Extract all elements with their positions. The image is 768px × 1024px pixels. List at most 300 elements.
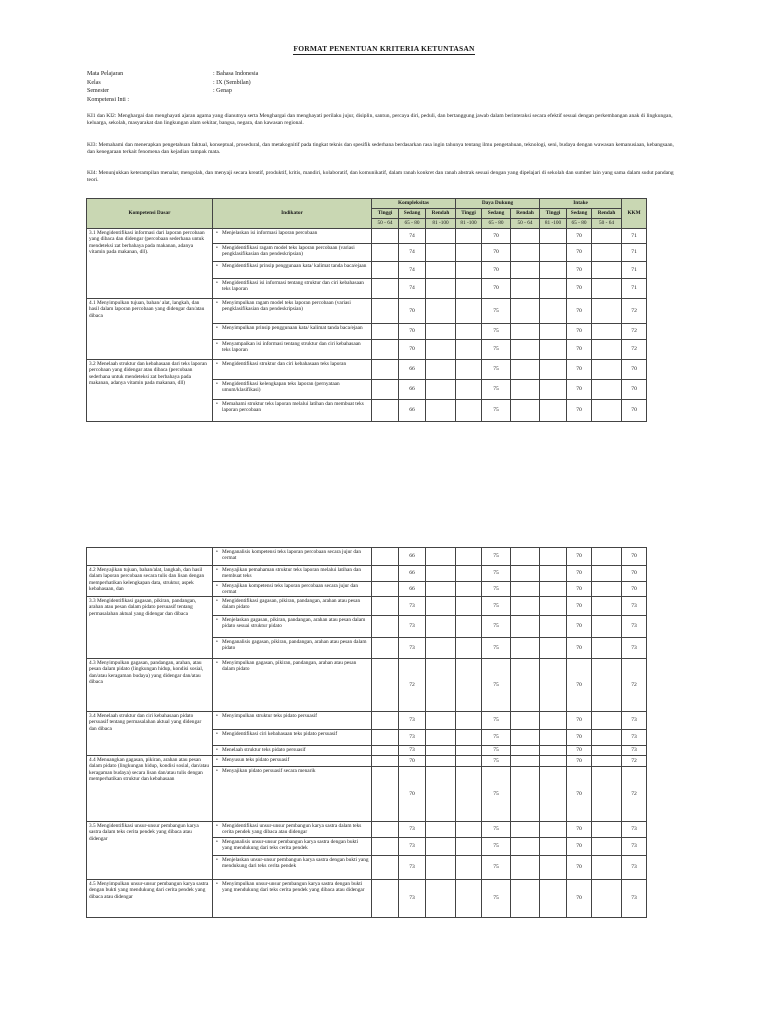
indikator-cell: • Menjelaskan isi informasi laporan percobaan: [213, 229, 372, 244]
intake-sedang: 70: [567, 730, 592, 746]
komp-rendah: [426, 597, 456, 616]
table-row: [87, 548, 647, 566]
kkm-cell: 72: [622, 659, 647, 712]
daya-tinggi: [456, 659, 482, 712]
komp-sedang: 74: [399, 244, 426, 262]
komp-rendah: [426, 822, 456, 838]
komp-tinggi: [372, 730, 399, 746]
daya-tinggi: [456, 767, 482, 822]
header-level: Sedang: [399, 209, 426, 219]
kkm-cell: 73: [622, 638, 647, 659]
daya-sedang: 75: [482, 730, 511, 746]
komp-rendah: [426, 548, 456, 566]
intake-tinggi: [540, 767, 567, 822]
komp-rendah: [426, 880, 456, 918]
daya-tinggi: [456, 746, 482, 756]
intake-rendah: [592, 746, 622, 756]
komp-sedang: 73: [399, 838, 426, 856]
komp-sedang: 70: [399, 299, 426, 324]
intake-rendah: [592, 597, 622, 616]
intake-tinggi: [540, 340, 567, 360]
komp-sedang: 73: [399, 616, 426, 638]
daya-sedang: 75: [482, 566, 511, 582]
kkm-cell: 72: [622, 756, 647, 767]
intake-sedang: 70: [567, 638, 592, 659]
intake-sedang: 70: [567, 340, 592, 360]
intake-rendah: [592, 566, 622, 582]
header-intake: Intake: [540, 199, 622, 209]
komp-rendah: [426, 659, 456, 712]
komp-rendah: [426, 360, 456, 380]
daya-tinggi: [456, 856, 482, 880]
intake-tinggi: [540, 279, 567, 299]
kkm-cell: 73: [622, 856, 647, 880]
daya-rendah: [511, 767, 540, 822]
komp-tinggi: [372, 299, 399, 324]
komp-rendah: [426, 856, 456, 880]
kompetensi-dasar-cell: 3.1 Mengidentifikasi informasi dari laporan percobaan yang dibaca dan didengar (percobaan sederhana untuk mendeteksi zat berbahaya pada makanan, adanya vitamin pada makanan, dll).: [87, 229, 213, 299]
indikator-cell: • Menyusun teks pidato persuasif: [213, 756, 372, 767]
kkm-table-page1: [86, 198, 647, 422]
meta-row: [87, 87, 687, 96]
komp-sedang: 70: [399, 340, 426, 360]
indikator-cell: • Mengidentifikasi ciri kebahasaan teks pidato persuasif: [213, 730, 372, 746]
intake-tinggi: [540, 856, 567, 880]
intake-rendah: [592, 616, 622, 638]
intake-tinggi: [540, 730, 567, 746]
komp-sedang: 73: [399, 856, 426, 880]
daya-tinggi: [456, 616, 482, 638]
indikator-cell: • Mengidentifikasi kelengkapan teks laporan (pernyataan umum/klasifikasi): [213, 380, 372, 400]
kkm-table-page2: [86, 547, 647, 918]
komp-rendah: [426, 400, 456, 422]
intake-sedang: 70: [567, 712, 592, 730]
daya-tinggi: [456, 324, 482, 340]
kkm-cell: 70: [622, 548, 647, 566]
kkm-cell: 70: [622, 400, 647, 422]
intake-tinggi: [540, 400, 567, 422]
daya-tinggi: [456, 838, 482, 856]
intake-tinggi: [540, 597, 567, 616]
daya-tinggi: [456, 279, 482, 299]
komp-tinggi: [372, 324, 399, 340]
komp-tinggi: [372, 400, 399, 422]
indikator-cell: • Menjelaskan gagasan, pikiran, pandangan, arahan atau pesan dalam pidato sesuai struktur pidato: [213, 616, 372, 638]
komp-tinggi: [372, 767, 399, 822]
komp-tinggi: [372, 360, 399, 380]
intake-tinggi: [540, 746, 567, 756]
daya-sedang: 75: [482, 856, 511, 880]
header-range: 65 - 80: [482, 219, 511, 229]
intake-rendah: [592, 730, 622, 746]
intake-sedang: 70: [567, 380, 592, 400]
kompetensi-dasar-cell: 3.2 Menelaah struktur dan kebahasaan dari teks laporan percobaan yang didengar atau dibaca (percobaan sederhana untuk mendeteksi zat berbahaya pada makanan, adanya vitamin pada makanan, dll): [87, 360, 213, 422]
komp-sedang: 66: [399, 380, 426, 400]
intake-sedang: 70: [567, 746, 592, 756]
header-range: 81 -100: [426, 219, 456, 229]
header-range: 81 -100: [540, 219, 567, 229]
komp-sedang: 73: [399, 638, 426, 659]
daya-tinggi: [456, 548, 482, 566]
indikator-cell: • Menganalisis gagasan, pikiran, pandangan, arahan atau pesan dalam pidato: [213, 638, 372, 659]
daya-rendah: [511, 730, 540, 746]
table-row: [87, 360, 647, 380]
intake-rendah: [592, 712, 622, 730]
meta-key: Kelas: [87, 79, 101, 86]
daya-rendah: [511, 582, 540, 597]
daya-tinggi: [456, 360, 482, 380]
indikator-cell: • Mengidentifikasi gagasan, pikiran, pandangan, arahan atau pesan dalam pidato: [213, 597, 372, 616]
daya-sedang: 75: [482, 638, 511, 659]
indikator-cell: • Mengidentifikasi ragam model teks laporan percobaan (variasi pengklasifikasian dan pendeskripsian): [213, 244, 372, 262]
intake-tinggi: [540, 262, 567, 279]
komp-tinggi: [372, 229, 399, 244]
table-row: [87, 756, 647, 767]
meta-key: Kompetensi Inti :: [87, 96, 129, 103]
indikator-cell: • Menyampaikan isi informasi tentang struktur dan ciri kebahasaan teks laporan: [213, 340, 372, 360]
intake-rendah: [592, 822, 622, 838]
daya-tinggi: [456, 299, 482, 324]
komp-tinggi: [372, 582, 399, 597]
header-range: 65 - 80: [567, 219, 592, 229]
kkm-cell: 71: [622, 244, 647, 262]
kkm-cell: 73: [622, 616, 647, 638]
intake-rendah: [592, 838, 622, 856]
komp-tinggi: [372, 756, 399, 767]
intake-rendah: [592, 244, 622, 262]
daya-sedang: 75: [482, 756, 511, 767]
komp-rendah: [426, 616, 456, 638]
kkm-cell: 70: [622, 582, 647, 597]
komp-sedang: 73: [399, 597, 426, 616]
kompetensi-dasar-cell: 3.3 Mengidentifikasi gagasan, pikiran, pandangan, arahan atau pesan dalam pidato persuasif tentang permasalahan aktual yang didengar dan dibaca: [87, 597, 213, 659]
intake-tinggi: [540, 582, 567, 597]
intake-rendah: [592, 262, 622, 279]
meta-row: [87, 79, 687, 88]
header-level: Rendah: [511, 209, 540, 219]
daya-rendah: [511, 712, 540, 730]
daya-tinggi: [456, 597, 482, 616]
komp-sedang: 73: [399, 822, 426, 838]
header-kompleksitas: Kompleksitas: [372, 199, 456, 209]
ki1-ki2-text: KI1 dan KI2: Menghargai dan menghayati ajaran agama yang dianutnya serta Menghargai dan menghayati perilaku jujur, disiplin, santun, percaya diri, peduli, dan bertanggung jawab dalam berinteraksi secara efektif sesuai dengan perkembangan anak di lingkungan, keluarga, sekolah, masyarakat dan lingkungan alam sekitar, bangsa, negara, dan kawasan regional.: [87, 113, 673, 127]
meta-value: : Genap: [213, 88, 232, 95]
komp-rendah: [426, 730, 456, 746]
intake-tinggi: [540, 838, 567, 856]
komp-tinggi: [372, 880, 399, 918]
komp-tinggi: [372, 262, 399, 279]
komp-sedang: 74: [399, 229, 426, 244]
daya-sedang: 75: [482, 880, 511, 918]
meta-key: Mata Pelajaran: [87, 71, 124, 77]
header-range: 81 -100: [456, 219, 482, 229]
daya-rendah: [511, 324, 540, 340]
indikator-cell: • Menganalisis kompetensi teks laporan percobaan secara jujur dan cermat: [213, 548, 372, 566]
kompetensi-dasar-cell: 4.2 Menyajikan tujuan, bahan/alat, langkah, dan hasil dalam laporan percobaan secara tulis dan lisan dengan memperhatikan kelengkapan data, struktur, aspek kebahasaan, dan: [87, 566, 213, 597]
indikator-cell: • Mengidentifikasi isi informasi tentang struktur dan ciri kebahasaan teks laporan: [213, 279, 372, 299]
daya-sedang: 70: [482, 262, 511, 279]
indikator-cell: • Menyimpulkan gagasan, pikiran, pandangan, arahan atau pesan dalam pidato: [213, 659, 372, 712]
intake-sedang: 70: [567, 279, 592, 299]
intake-tinggi: [540, 324, 567, 340]
kompetensi-dasar-cell: 4.3 Menyimpulkan gagasan, pandangan, arahan, atau pesan dalam pidato (lingkungan hidup, kondisi sosial, dan/atau keragaman budaya) yang didengar dan/atau dibaca: [87, 659, 213, 712]
komp-sedang: 66: [399, 582, 426, 597]
intake-sedang: 70: [567, 324, 592, 340]
intake-tinggi: [540, 548, 567, 566]
daya-tinggi: [456, 582, 482, 597]
intake-tinggi: [540, 380, 567, 400]
kkm-cell: 73: [622, 838, 647, 856]
intake-rendah: [592, 400, 622, 422]
komp-tinggi: [372, 638, 399, 659]
komp-rendah: [426, 756, 456, 767]
daya-rendah: [511, 229, 540, 244]
intake-tinggi: [540, 756, 567, 767]
intake-sedang: 70: [567, 838, 592, 856]
intake-tinggi: [540, 638, 567, 659]
daya-tinggi: [456, 712, 482, 730]
daya-rendah: [511, 746, 540, 756]
daya-rendah: [511, 838, 540, 856]
table-row: [87, 299, 647, 324]
komp-tinggi: [372, 659, 399, 712]
header-indikator: Indikator: [213, 199, 372, 229]
kkm-cell: 70: [622, 360, 647, 380]
komp-rendah: [426, 838, 456, 856]
daya-sedang: 75: [482, 400, 511, 422]
intake-rendah: [592, 767, 622, 822]
kkm-cell: 71: [622, 279, 647, 299]
document-meta: [87, 70, 687, 104]
daya-rendah: [511, 244, 540, 262]
komp-rendah: [426, 262, 456, 279]
daya-sedang: 75: [482, 360, 511, 380]
kkm-cell: 73: [622, 712, 647, 730]
komp-tinggi: [372, 340, 399, 360]
daya-rendah: [511, 597, 540, 616]
intake-tinggi: [540, 229, 567, 244]
intake-rendah: [592, 279, 622, 299]
meta-row: [87, 96, 687, 105]
daya-rendah: [511, 380, 540, 400]
table-row: [87, 659, 647, 712]
intake-tinggi: [540, 616, 567, 638]
indikator-cell: • Menjelaskan unsur-unsur pembangun karya sastra dengan bukti yang mendukung dari teks cerita pendek: [213, 856, 372, 880]
daya-rendah: [511, 659, 540, 712]
daya-tinggi: [456, 730, 482, 746]
komp-rendah: [426, 767, 456, 822]
komp-tinggi: [372, 616, 399, 638]
kompetensi-dasar-cell: 4.5 Menyimpulkan unsur-unsur pembangun karya sastra dengan bukti yang mendukung dari cerita pendek yang dibaca atau didengar: [87, 880, 213, 918]
komp-sedang: 74: [399, 262, 426, 279]
indikator-cell: • Menganalisis unsur-unsur pembangun karya sastra dengan bukti yang mendukung dari teks cerita pendek: [213, 838, 372, 856]
intake-rendah: [592, 880, 622, 918]
intake-sedang: 70: [567, 582, 592, 597]
komp-tinggi: [372, 746, 399, 756]
table-row: [87, 229, 647, 244]
daya-rendah: [511, 340, 540, 360]
komp-rendah: [426, 229, 456, 244]
kompetensi-dasar-cell: 3.4 Menelaah struktur dan ciri kebahasaan pidato persuasif tentang permasalahan aktual yang didengar dan dibaca: [87, 712, 213, 756]
daya-rendah: [511, 756, 540, 767]
daya-rendah: [511, 360, 540, 380]
meta-row: [87, 70, 687, 79]
komp-rendah: [426, 340, 456, 360]
daya-sedang: 75: [482, 838, 511, 856]
indikator-cell: • Memahami struktur teks laporan melalui latihan dan membuat teks laporan percobaan: [213, 400, 372, 422]
meta-value: : Bahasa Indonesia: [213, 71, 259, 77]
indikator-cell: • Mengidentifikasi unsur-unsur pembangun karya sastra dalam teks cerita pendek yang dibaca atau didengar: [213, 822, 372, 838]
intake-tinggi: [540, 360, 567, 380]
kkm-cell: 70: [622, 566, 647, 582]
daya-sedang: 75: [482, 597, 511, 616]
komp-sedang: 73: [399, 746, 426, 756]
intake-tinggi: [540, 566, 567, 582]
header-range: 50 - 64: [372, 219, 399, 229]
intake-tinggi: [540, 299, 567, 324]
indikator-cell: • Menyimpulkan ragam model teks laporan percobaan (variasi pengklasifikasian dan pendeskripsian): [213, 299, 372, 324]
daya-sedang: 70: [482, 244, 511, 262]
daya-sedang: 75: [482, 324, 511, 340]
komp-sedang: 70: [399, 324, 426, 340]
komp-sedang: 70: [399, 767, 426, 822]
daya-tinggi: [456, 756, 482, 767]
intake-tinggi: [540, 822, 567, 838]
intake-rendah: [592, 756, 622, 767]
indikator-cell: • Menyajikan pidato persuasif secara menarik: [213, 767, 372, 822]
komp-rendah: [426, 279, 456, 299]
table-row: [87, 822, 647, 838]
intake-sedang: 70: [567, 659, 592, 712]
daya-rendah: [511, 856, 540, 880]
komp-sedang: 66: [399, 400, 426, 422]
komp-rendah: [426, 566, 456, 582]
daya-tinggi: [456, 566, 482, 582]
table-row: [87, 597, 647, 616]
komp-tinggi: [372, 597, 399, 616]
komp-sedang: 66: [399, 566, 426, 582]
daya-sedang: 75: [482, 822, 511, 838]
komp-rendah: [426, 244, 456, 262]
ki3-text: KI3: Memahami dan menerapkan pengetahuan faktual, konseptual, prosedural, dan metakognitif pada tingkat teknis dan spesifik sederhana berdasarkan rasa ingin tahunya tentang ilmu pengetahuan, teknologi, seni, budaya dengan wawasan kemanusiaan, kebangsaan, dan kenegaraan terkait fenomena dan kejadian tampak mata.: [87, 142, 674, 156]
kkm-cell: 72: [622, 767, 647, 822]
intake-tinggi: [540, 659, 567, 712]
daya-sedang: 75: [482, 712, 511, 730]
intake-rendah: [592, 299, 622, 324]
intake-rendah: [592, 659, 622, 712]
document-title: FORMAT PENENTUAN KRITERIA KETUNTASAN: [293, 44, 475, 53]
komp-rendah: [426, 582, 456, 597]
komp-rendah: [426, 712, 456, 730]
kkm-cell: 73: [622, 597, 647, 616]
daya-sedang: 75: [482, 299, 511, 324]
table-row: [87, 712, 647, 730]
daya-sedang: 75: [482, 659, 511, 712]
daya-rendah: [511, 880, 540, 918]
header-level: Rendah: [426, 209, 456, 219]
ki4-text: KI4: Menunjukkan keterampilan menalar, mengolah, dan menyaji secara kreatif, produktif, kritis, mandiri, kolaboratif, dan komunikatif, dalam ranah konkret dan ranah abstrak sesuai dengan yang dipelajari di sekolah dan sumber lain yang sama dalam sudut pandang teori.: [87, 170, 674, 184]
header-daya-dukung: Daya Dukung: [456, 199, 540, 209]
header-level: Tinggi: [540, 209, 567, 219]
header-level: Tinggi: [456, 209, 482, 219]
intake-tinggi: [540, 244, 567, 262]
kompetensi-dasar-cell: 3.5 Mengidentifikasi unsur-unsur pembangun karya sastra dalam teks cerita pendek yang dibaca atau didengar: [87, 822, 213, 880]
komp-tinggi: [372, 712, 399, 730]
daya-rendah: [511, 299, 540, 324]
header-level: Sedang: [482, 209, 511, 219]
komp-sedang: 73: [399, 730, 426, 746]
daya-rendah: [511, 616, 540, 638]
kompetensi-dasar-cell: 4.1 Menyimpulkan tujuan, bahan/ alat, langkah, dan hasil dalam laporan percobaan yang didengar dan/atau dibaca: [87, 299, 213, 360]
kkm-cell: 72: [622, 324, 647, 340]
intake-sedang: 70: [567, 880, 592, 918]
table-row: [87, 566, 647, 582]
kkm-cell: 73: [622, 880, 647, 918]
header-range: 50 - 64: [511, 219, 540, 229]
indikator-cell: • Menyajikan kompetensi teks laporan percobaan secara jujur dan cermat: [213, 582, 372, 597]
intake-sedang: 70: [567, 262, 592, 279]
header-level: Tinggi: [372, 209, 399, 219]
daya-sedang: 75: [482, 582, 511, 597]
komp-rendah: [426, 638, 456, 659]
kkm-cell: 71: [622, 262, 647, 279]
daya-sedang: 75: [482, 340, 511, 360]
indikator-cell: • Menyimpulkan unsur-unsur pembangun karya sastra dengan bukti yang mendukung dari teks cerita pendek yang dibaca atau didengar: [213, 880, 372, 918]
daya-rendah: [511, 822, 540, 838]
kkm-cell: 72: [622, 299, 647, 324]
indikator-cell: • Menelaah struktur teks pidato persuasif: [213, 746, 372, 756]
komp-tinggi: [372, 822, 399, 838]
intake-rendah: [592, 856, 622, 880]
daya-tinggi: [456, 822, 482, 838]
daya-rendah: [511, 548, 540, 566]
kompetensi-dasar-cell: [87, 548, 213, 566]
header-level: Sedang: [567, 209, 592, 219]
header-range: 50 - 64: [592, 219, 622, 229]
meta-key: Semester: [87, 88, 109, 95]
daya-rendah: [511, 638, 540, 659]
komp-tinggi: [372, 838, 399, 856]
intake-sedang: 70: [567, 360, 592, 380]
komp-sedang: 66: [399, 360, 426, 380]
komp-tinggi: [372, 856, 399, 880]
komp-tinggi: [372, 566, 399, 582]
intake-sedang: 70: [567, 299, 592, 324]
table-row: [87, 880, 647, 918]
komp-sedang: 72: [399, 659, 426, 712]
intake-sedang: 70: [567, 548, 592, 566]
komp-sedang: 73: [399, 712, 426, 730]
komp-sedang: 66: [399, 548, 426, 566]
daya-tinggi: [456, 244, 482, 262]
header-kompetensi-dasar: Kompetensi Dasar: [87, 199, 213, 229]
intake-sedang: 70: [567, 400, 592, 422]
komp-tinggi: [372, 244, 399, 262]
intake-sedang: 70: [567, 822, 592, 838]
intake-rendah: [592, 324, 622, 340]
kkm-cell: 73: [622, 746, 647, 756]
intake-rendah: [592, 340, 622, 360]
intake-sedang: 70: [567, 767, 592, 822]
daya-sedang: 75: [482, 380, 511, 400]
indikator-cell: • Menyimpulkan struktur teks pidato persuasif: [213, 712, 372, 730]
komp-tinggi: [372, 279, 399, 299]
daya-rendah: [511, 279, 540, 299]
header-kkm: KKM: [622, 199, 647, 229]
kkm-cell: 72: [622, 340, 647, 360]
indikator-cell: • Menyajikan pemahaman struktur teks laporan melalui latihan dan membuat teks: [213, 566, 372, 582]
intake-rendah: [592, 582, 622, 597]
